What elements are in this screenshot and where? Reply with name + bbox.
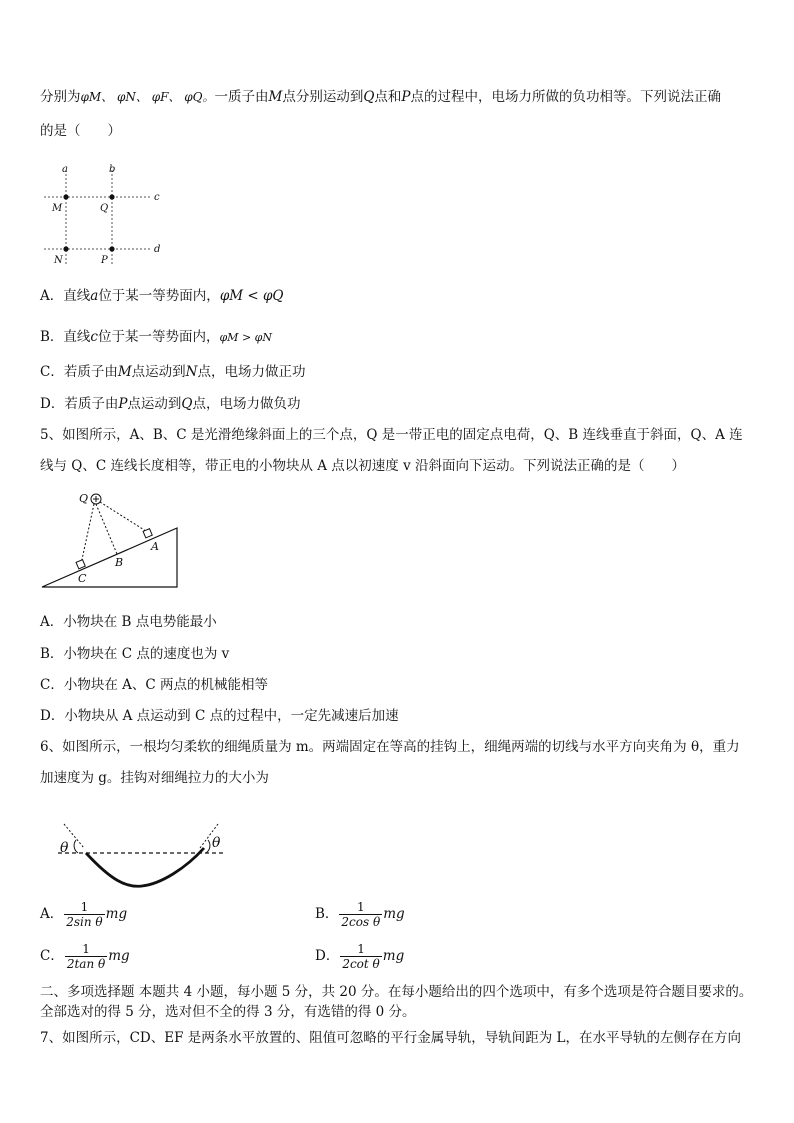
q6-option-b [315, 900, 405, 929]
fraction [65, 942, 107, 971]
q4-var-p: P [401, 89, 411, 105]
fraction-numerator: 1 [339, 900, 382, 915]
q7-stem-line1: 7、如图所示，CD、EF 是两条水平放置的、阻值可忽略的平行金属导轨，导轨间距为 L，在水平导轨的左侧存在方向 [40, 1030, 742, 1046]
option-var: N [185, 364, 198, 380]
q4-figure [40, 160, 170, 270]
q5-figure [40, 488, 185, 590]
option-label: A． [40, 906, 64, 922]
option-label: B． [315, 906, 339, 922]
option-var: c [90, 329, 98, 345]
option-text: 位于某一等势面内， [98, 288, 220, 304]
q4-text: 点的过程中，电场力所做的负功相等。下列说法正确 [410, 89, 722, 105]
fraction-numerator: 1 [340, 942, 381, 957]
q5-stem-line2: 线与 Q、C 连线长度相等，带正电的小物块从 A 点以初速度 v 沿斜面向下运动。下列说法正确的是（ ） [40, 458, 686, 474]
theta-left-label: θ [60, 840, 69, 856]
fig-label-b: b [109, 164, 116, 175]
theta-right-label: θ [212, 835, 221, 851]
fraction-denominator: 2sin θ [66, 915, 103, 929]
q6-option-a [40, 900, 127, 929]
option-math: mg [105, 906, 128, 922]
option-text: 位于某一等势面内， [97, 329, 220, 345]
option-var: Q [181, 396, 193, 412]
q4-option-b [40, 328, 272, 347]
option-math: φM < φQ [219, 288, 284, 304]
section2-heading-line2: 全部选对的得 5 分，选对但不全的得 3 分，有选错的得 0 分。 [40, 1004, 416, 1020]
option-var: M [117, 364, 132, 380]
option-label: D． [315, 948, 340, 964]
fig-label-a: a [62, 164, 68, 175]
q6-stem-line1: 6、如图所示，一根均匀柔软的细绳质量为 m。两端固定在等高的挂钩上，细绳两端的切线与水平方向夹角为 θ，重力 [40, 739, 740, 755]
option-math: φM > φN [219, 331, 272, 344]
option-label: B．直线 [40, 329, 91, 345]
section2-heading-line1: 二、多项选择题 本题共 4 小题，每小题 5 分，共 20 分。在每小题给出的四个选项中，有多个选项是符合题目要求的。 [40, 984, 753, 1000]
q4-stem-line2: 的是（ ） [40, 123, 121, 139]
q4-text: 分别为 [40, 89, 81, 105]
option-label: C． [40, 948, 64, 964]
option-label: C．若质子由 [40, 364, 118, 380]
option-math: mg [382, 948, 405, 964]
q5-option-d: D．小物块从 A 点运动到 C 点的过程中，一定先减速后加速 [40, 708, 399, 724]
q4-text: 点分别运动到 [282, 89, 364, 105]
q5-option-c: C．小物块在 A、C 两点的机械能相等 [40, 677, 268, 693]
q4-var-q: Q [363, 89, 375, 105]
option-text: 点运动到 [127, 396, 182, 412]
fig-label-c: c [154, 192, 160, 203]
fig-label-n: N [54, 255, 63, 266]
q5-option-a: A．小物块在 B 点电势能最小 [40, 614, 217, 630]
fig-label-a: A [151, 540, 159, 553]
option-text: 点运动到 [131, 364, 186, 380]
q4-option-c [40, 363, 305, 381]
q4-text: 点和 [374, 89, 402, 105]
q5-option-b: B．小物块在 C 点的速度也为 v [40, 646, 230, 662]
fraction [340, 942, 381, 971]
q6-option-c [40, 942, 130, 971]
q4-option-a [40, 287, 284, 305]
option-label: A．直线 [40, 288, 91, 304]
option-text: 点，电场力做负功 [192, 396, 301, 412]
option-math: mg [383, 906, 405, 922]
fraction [64, 900, 104, 929]
q6-figure [56, 820, 236, 892]
q5-stem-line1: 5、如图所示，A、B、C 是光滑绝缘斜面上的三个点，Q 是一带正电的固定点电荷，Q、B 连线垂直于斜面，Q、A 连 [40, 427, 743, 443]
q6-stem-line2: 加速度为 g。挂钩对细绳拉力的大小为 [40, 770, 269, 786]
q4-phi-list: φM、 φN、 φF、 φQ。 [80, 90, 215, 104]
option-text: 点，电场力做正功 [197, 364, 306, 380]
q4-text: 一质子由 [214, 89, 269, 105]
fig-label-m: M [52, 203, 63, 214]
q4-var-m: M [268, 89, 283, 105]
option-label: D．若质子由 [40, 396, 119, 412]
fig-label-q: Q [79, 492, 89, 505]
fraction-numerator: 1 [64, 900, 104, 915]
fraction-denominator: 2tan θ [66, 957, 106, 971]
q4-option-d [40, 395, 301, 413]
q6-option-d [315, 942, 404, 971]
fig-label-q: Q [100, 203, 109, 214]
fraction [339, 900, 382, 929]
option-var: a [90, 288, 99, 304]
fraction-denominator: 2cos θ [341, 915, 381, 929]
fig-label-c: C [78, 572, 87, 585]
fraction-denominator: 2cot θ [342, 957, 380, 971]
fraction-numerator: 1 [65, 942, 107, 957]
q4-stem-line1 [40, 88, 721, 106]
fig-label-d: d [154, 244, 161, 255]
option-var: P [118, 396, 128, 412]
option-math: mg [108, 948, 130, 964]
fig-label-b: B [115, 556, 124, 569]
fig-label-p: P [101, 255, 108, 266]
